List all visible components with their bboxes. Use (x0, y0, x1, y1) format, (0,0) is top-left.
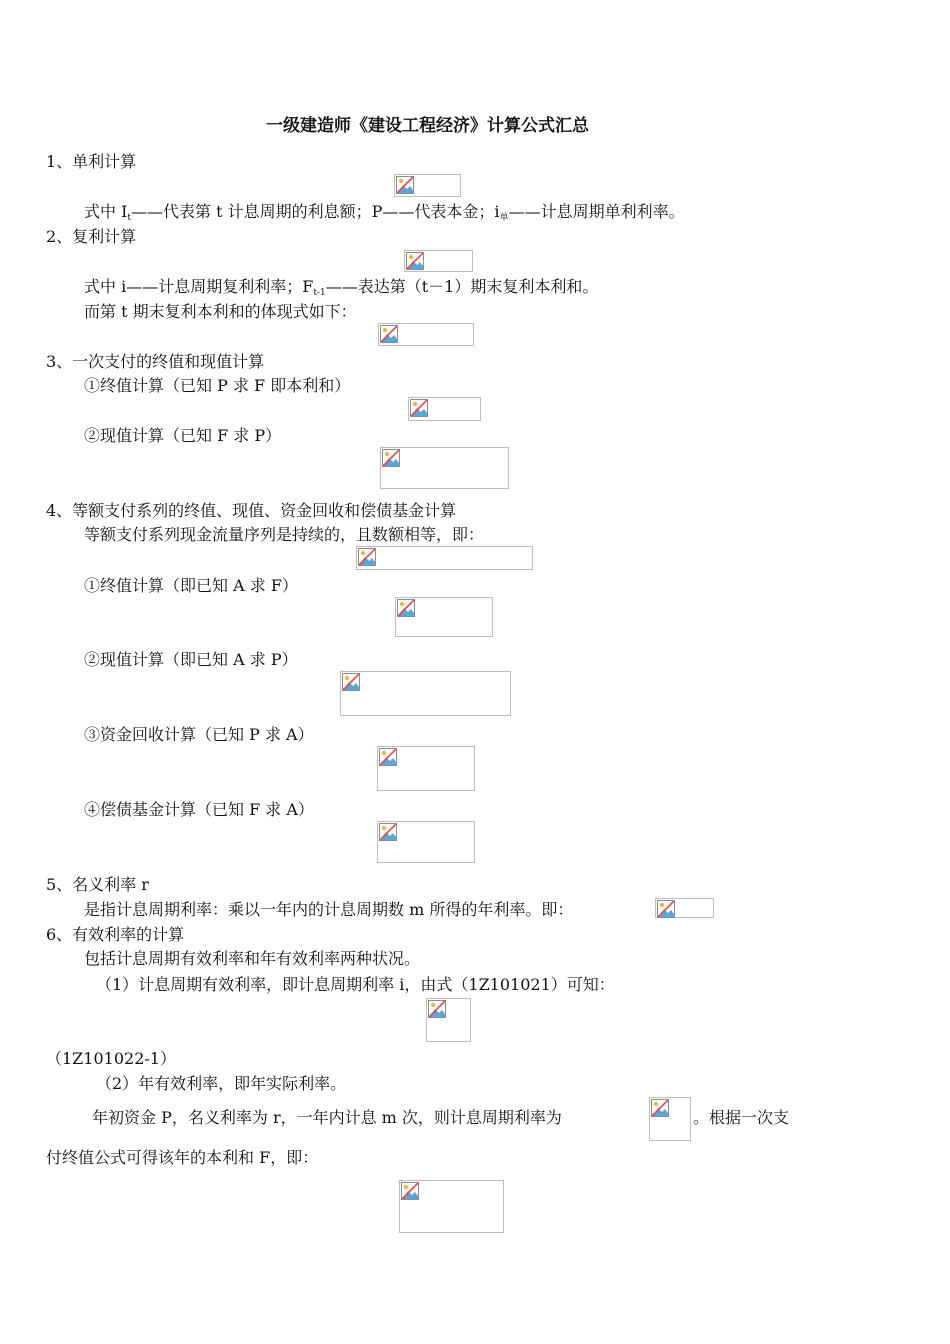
s1-desc-sub: t (127, 213, 132, 223)
section-6-paragraph-3b: 。根据一次支 (693, 1108, 790, 1127)
s1-desc-part-b: ——代表第 t 计息周期的利息额；P——代表本金；i (131, 202, 500, 221)
section-6-paragraph-3a: 年初资金 P，名义利率为 r，一年内计息 m 次，则计息周期利率为 (92, 1108, 562, 1127)
formula-image-future-value (408, 397, 481, 421)
section-2-line2: 而第 t 期末复利本利和的体现式如下： (84, 302, 357, 321)
formula-image-sinking-fund (377, 821, 475, 863)
formula-image-period-rate (426, 998, 471, 1042)
formula-image-capital-recovery (377, 746, 475, 791)
section-4-item-3: ③资金回收计算（已知 P 求 A） (84, 725, 314, 744)
section-4-item-2: ②现值计算（即已知 A 求 P） (84, 650, 298, 669)
formula-image-annuity-series (356, 546, 533, 570)
section-4-intro: 等额支付系列现金流量序列是持续的，且数额相等，即： (84, 525, 485, 544)
section-3-item-1: ①终值计算（已知 P 求 F 即本利和） (84, 376, 351, 395)
section-3-heading: 3、一次支付的终值和现值计算 (46, 352, 265, 371)
formula-image-compound-interest (404, 250, 473, 272)
formula-image-nominal-rate (655, 898, 714, 918)
section-4-item-1: ①终值计算（即已知 A 求 F） (84, 576, 298, 595)
s1-desc-sub2: 单 (499, 213, 509, 223)
equation-number: （1Z101022-1） (46, 1049, 176, 1068)
formula-image-present-value (380, 447, 509, 489)
section-2-heading: 2、复利计算 (46, 227, 137, 246)
section-4-item-4: ④偿债基金计算（已知 F 求 A） (84, 800, 314, 819)
section-4-heading: 4、等额支付系列的终值、现值、资金回收和偿债基金计算 (46, 501, 457, 520)
section-5-description: 是指计息周期利率：乘以一年内的计息周期数 m 所得的年利率。即： (84, 900, 574, 919)
document-title: 一级建造师《建设工程经济》计算公式汇总 (266, 116, 589, 136)
s2-desc-part-a: 式中 i——计息周期复利利率；F (84, 277, 314, 296)
formula-image-compound-total (378, 323, 474, 346)
s2-desc-part-b: ——表达第（t－1）期末复利本利和。 (325, 277, 599, 296)
s1-desc-part-c: ——计息周期单利利率。 (508, 202, 685, 221)
s2-desc-sub: t-1 (313, 288, 326, 298)
formula-image-r-over-m (649, 1097, 691, 1141)
section-2-description (84, 277, 598, 300)
section-6-paragraph-2: （2）年有效利率，即年实际利率。 (96, 1074, 347, 1093)
section-6-intro: 包括计息周期有效利率和年有效利率两种状况。 (84, 949, 421, 968)
section-6-paragraph-1: （1）计息周期有效利率，即计息周期利率 i，由式（1Z101021）可知： (96, 975, 615, 994)
section-1-heading: 1、单利计算 (46, 152, 137, 171)
formula-image-annuity-future (395, 597, 493, 637)
section-6-paragraph-4: 付终值公式可得该年的本利和 F，即： (46, 1148, 319, 1167)
section-6-heading: 6、有效利率的计算 (46, 925, 185, 944)
section-1-description (84, 202, 685, 225)
formula-image-simple-interest (394, 174, 461, 197)
formula-image-annuity-present (340, 671, 511, 716)
section-3-item-2: ②现值计算（已知 F 求 P） (84, 426, 282, 445)
section-5-heading: 5、名义利率 r (46, 875, 149, 894)
formula-image-annual-compound (399, 1180, 504, 1233)
s1-desc-part-a: 式中 I (84, 202, 128, 221)
